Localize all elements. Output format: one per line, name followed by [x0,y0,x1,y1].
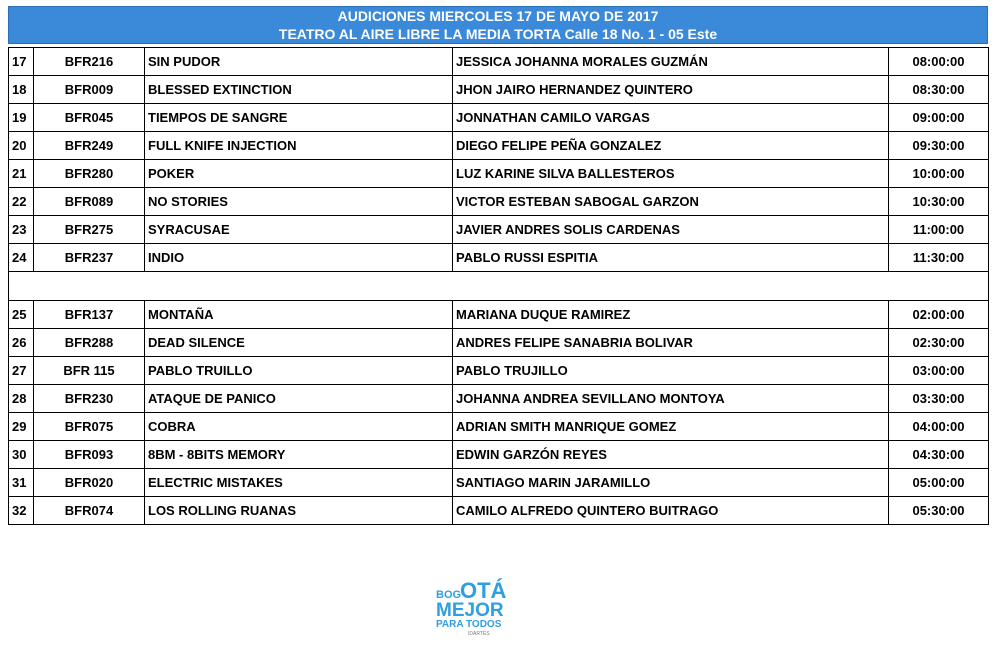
logo-text-ota: OTÁ [460,578,507,603]
row-band: TIEMPOS DE SANGRE [145,104,453,132]
logo-text-para-todos: PARA TODOS [436,619,502,630]
row-code: BFR275 [34,216,145,244]
row-time: 03:00:00 [889,357,989,385]
row-band: NO STORIES [145,188,453,216]
row-number: 21 [9,160,34,188]
row-code: BFR089 [34,188,145,216]
row-band: SIN PUDOR [145,48,453,76]
row-time: 08:30:00 [889,76,989,104]
table-row [9,357,989,385]
row-band: 8BM - 8BITS MEMORY [145,441,453,469]
row-number: 28 [9,385,34,413]
row-code: BFR288 [34,329,145,357]
row-code: BFR045 [34,104,145,132]
row-time: 02:30:00 [889,329,989,357]
row-representative: ANDRES FELIPE SANABRIA BOLIVAR [453,329,889,357]
row-number: 22 [9,188,34,216]
row-time: 04:30:00 [889,441,989,469]
row-time: 05:30:00 [889,497,989,525]
row-number: 26 [9,329,34,357]
row-time: 02:00:00 [889,301,989,329]
row-representative: SANTIAGO MARIN JARAMILLO [453,469,889,497]
table-row [9,244,989,272]
row-number: 18 [9,76,34,104]
row-time: 03:30:00 [889,385,989,413]
row-representative: JESSICA JOHANNA MORALES GUZMÁN [453,48,889,76]
row-number: 17 [9,48,34,76]
row-code: BFR216 [34,48,145,76]
row-band: SYRACUSAE [145,216,453,244]
row-representative: CAMILO ALFREDO QUINTERO BUITRAGO [453,497,889,525]
row-time: 10:00:00 [889,160,989,188]
row-representative: JONNATHAN CAMILO VARGAS [453,104,889,132]
logo-text-mejor: MEJOR [436,600,504,621]
table-row [9,301,989,329]
row-band: BLESSED EXTINCTION [145,76,453,104]
table-row [9,329,989,357]
row-number: 24 [9,244,34,272]
row-time: 09:00:00 [889,104,989,132]
bogota-logo [434,572,534,642]
row-representative: DIEGO FELIPE PEÑA GONZALEZ [453,132,889,160]
row-band: LOS ROLLING RUANAS [145,497,453,525]
row-code: BFR075 [34,413,145,441]
row-band: PABLO TRUILLO [145,357,453,385]
table-row [9,441,989,469]
row-code: BFR137 [34,301,145,329]
row-representative: ADRIAN SMITH MANRIQUE GOMEZ [453,413,889,441]
row-representative: MARIANA DUQUE RAMIREZ [453,301,889,329]
row-band: ELECTRIC MISTAKES [145,469,453,497]
table-row [9,160,989,188]
row-time: 09:30:00 [889,132,989,160]
row-band: INDIO [145,244,453,272]
row-code: BFR093 [34,441,145,469]
table-row [9,469,989,497]
row-representative: JHON JAIRO HERNANDEZ QUINTERO [453,76,889,104]
row-representative: PABLO TRUJILLO [453,357,889,385]
row-band: DEAD SILENCE [145,329,453,357]
table-row [9,385,989,413]
row-number: 29 [9,413,34,441]
table-row [9,497,989,525]
schedule-header [8,6,988,44]
row-code: BFR237 [34,244,145,272]
row-band: COBRA [145,413,453,441]
row-number: 30 [9,441,34,469]
row-number: 23 [9,216,34,244]
header-title: AUDICIONES MIERCOLES 17 DE MAYO DE 2017 [337,8,659,24]
row-code: BFR020 [34,469,145,497]
row-band: POKER [145,160,453,188]
header-venue: TEATRO AL AIRE LIBRE LA MEDIA TORTA Calle 18 No. 1 - 05 Este [278,26,718,42]
row-time: 08:00:00 [889,48,989,76]
row-representative: EDWIN GARZÓN REYES [453,441,889,469]
row-code: BFR280 [34,160,145,188]
table-row [9,76,989,104]
row-time: 05:00:00 [889,469,989,497]
row-number: 32 [9,497,34,525]
row-time: 10:30:00 [889,188,989,216]
row-time: 04:00:00 [889,413,989,441]
table-row [9,104,989,132]
row-representative: VICTOR ESTEBAN SABOGAL GARZON [453,188,889,216]
table-row [9,216,989,244]
row-number: 20 [9,132,34,160]
row-number: 25 [9,301,34,329]
table-row [9,413,989,441]
row-band: ATAQUE DE PANICO [145,385,453,413]
row-band: FULL KNIFE INJECTION [145,132,453,160]
row-code: BFR009 [34,76,145,104]
row-time: 11:00:00 [889,216,989,244]
schedule-table [8,47,989,525]
row-representative: JAVIER ANDRES SOLIS CARDENAS [453,216,889,244]
row-code: BFR249 [34,132,145,160]
row-code: BFR074 [34,497,145,525]
schedule-body [9,48,989,525]
row-band: MONTAÑA [145,301,453,329]
break-cell [9,272,989,301]
row-representative: LUZ KARINE SILVA BALLESTEROS [453,160,889,188]
row-time: 11:30:00 [889,244,989,272]
row-code: BFR230 [34,385,145,413]
row-number: 19 [9,104,34,132]
table-row [9,132,989,160]
logo-text-idartes: IDARTES [468,631,490,637]
break-row [9,272,989,301]
logo-text-bog: BOG [436,589,462,601]
row-number: 31 [9,469,34,497]
row-code: BFR 115 [34,357,145,385]
row-number: 27 [9,357,34,385]
table-row [9,48,989,76]
row-representative: PABLO RUSSI ESPITIA [453,244,889,272]
table-row [9,188,989,216]
row-representative: JOHANNA ANDREA SEVILLANO MONTOYA [453,385,889,413]
